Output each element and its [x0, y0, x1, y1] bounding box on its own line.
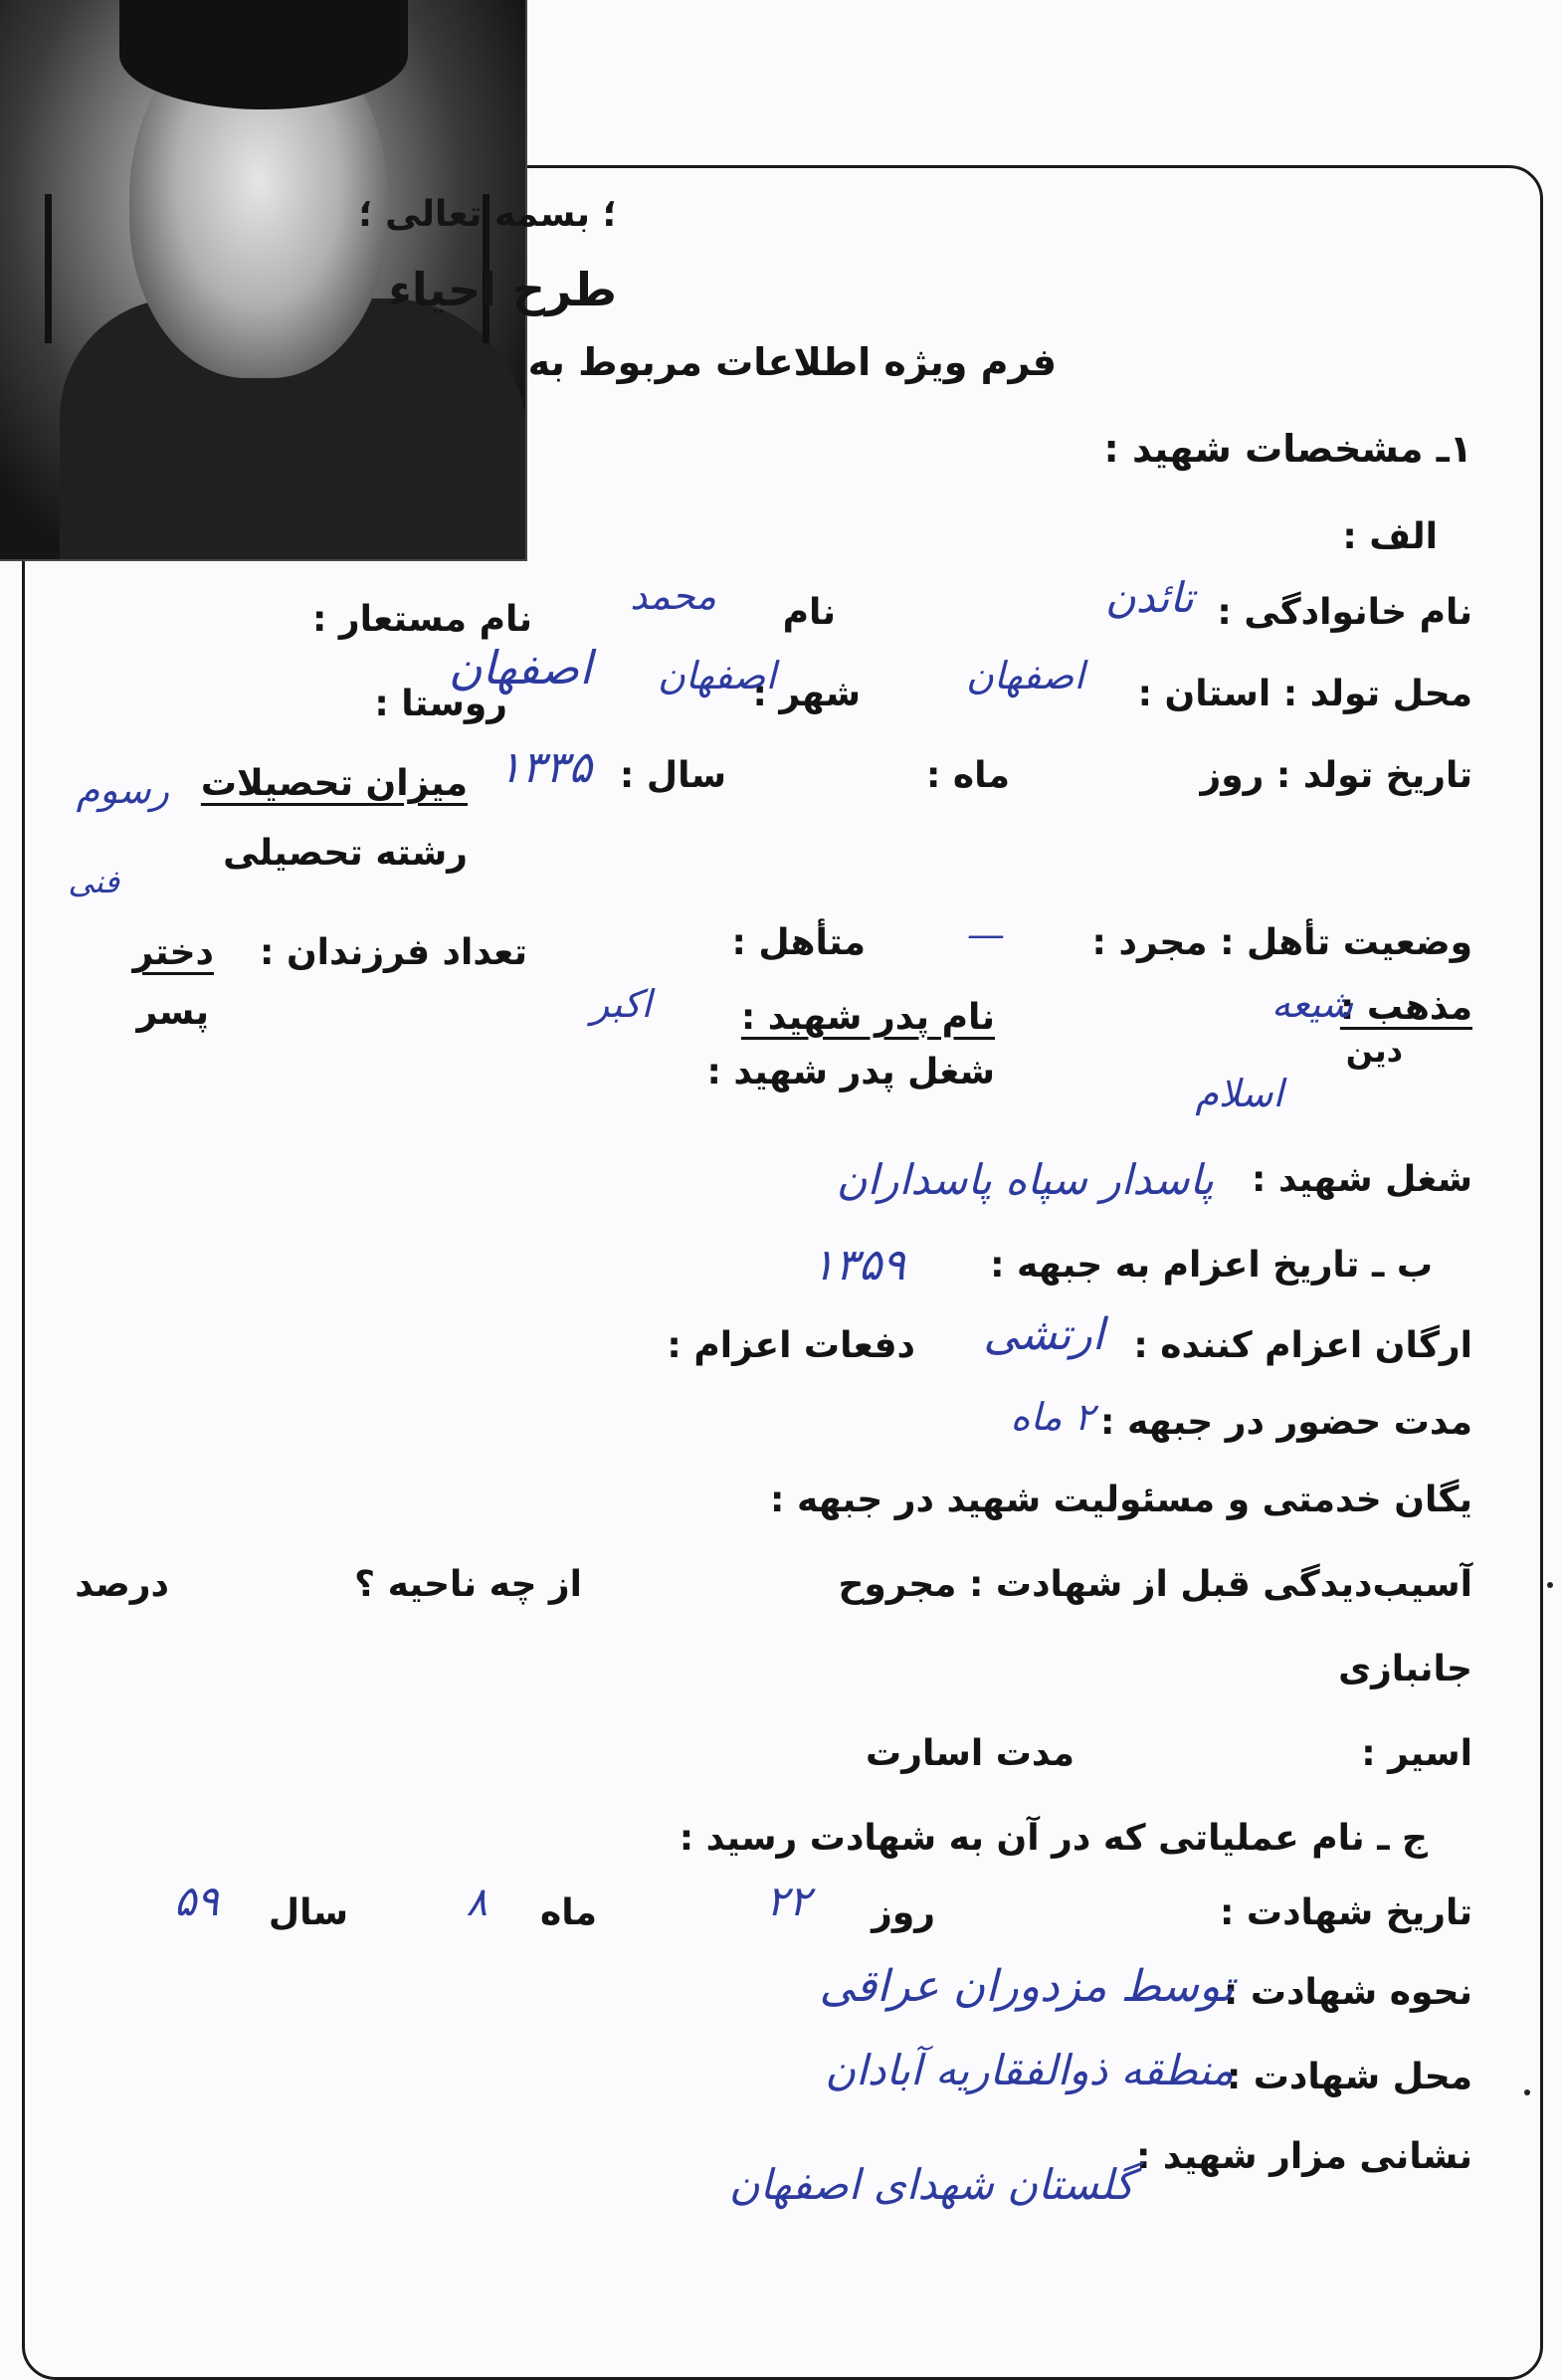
daughter-label: دختر	[132, 932, 214, 973]
martyrdom-year-value: ۵۹	[173, 1877, 219, 1925]
sect-value: شیعه	[1270, 982, 1353, 1026]
alias-label: نام مستعار :	[311, 599, 532, 640]
father-job-label: شغل پدر شهید :	[706, 1052, 995, 1092]
front-duration-label: مدت حضور در جبهه :	[1100, 1402, 1472, 1443]
scan-dot	[1547, 1582, 1553, 1588]
martyrdom-month-value: ۸	[466, 1880, 488, 1925]
grave-value: گلستان شهدای اصفهان	[728, 2160, 1134, 2209]
martyrdom-place-value: منطقه ذوالفقاریه آبادان	[825, 2046, 1234, 2094]
project-title: طرح احیاء	[388, 263, 617, 316]
birth-month-label: ماه :	[926, 755, 1010, 796]
martyrdom-manner-value: توسط مزدوران عراقی	[819, 1961, 1234, 2012]
village-label: روستا :	[374, 684, 507, 724]
section1-title: ۱ـ مشخصات شهید :	[1103, 427, 1472, 471]
unit-label: یگان خدمتی و مسئولیت شهید در جبهه :	[770, 1480, 1472, 1520]
dispatch-org-label: ارگان اعزام کننده :	[1133, 1325, 1472, 1366]
birthplace-label: محل تولد : استان :	[1137, 674, 1472, 714]
name-value: محمد	[630, 574, 716, 618]
martyrdom-day-value: ۲۲	[765, 1877, 811, 1925]
field-label: رشته تحصیلی	[223, 833, 468, 874]
part-alef-label: الف :	[1342, 516, 1438, 557]
dispatch-times-label: دفعات اعزام :	[667, 1325, 915, 1366]
married-label: متأهل :	[731, 922, 866, 963]
pow-label: اسیر :	[1361, 1733, 1472, 1774]
grave-label: نشانی مزار شهید :	[1135, 2136, 1472, 2177]
sect-label: مذهب :	[1339, 987, 1472, 1028]
pow-duration-label: مدت اسارت	[866, 1733, 1074, 1774]
martyrdom-manner-label: نحوه شهادت :	[1223, 1972, 1472, 2013]
province-value: اصفهان	[965, 654, 1084, 697]
field-value: فنی	[68, 863, 119, 900]
education-label: میزان تحصیلات	[200, 763, 468, 804]
martyrdom-year-label: سال	[268, 1892, 348, 1933]
martyrdom-month-label: ماه	[539, 1892, 597, 1933]
city-value: اصفهان	[657, 654, 776, 697]
martyr-job-value: پاسدار سپاه پاسداران	[836, 1155, 1214, 1204]
martyrdom-day-label: روز	[872, 1892, 935, 1933]
city-label: شهر :	[752, 674, 861, 714]
injury-percent-label: درصد	[75, 1564, 169, 1605]
veteran-label: جانبازی	[1338, 1649, 1472, 1689]
son-label: پسر	[136, 992, 209, 1033]
name-label: نام	[782, 592, 836, 633]
single-value: —	[967, 912, 1005, 956]
photo-hair-shape	[119, 0, 408, 109]
birth-year-value: ۱۳۳۵	[497, 742, 592, 793]
operation-label: ج ـ نام عملیاتی که در آن به شهادت رسید :	[679, 1818, 1428, 1859]
martyrdom-place-label: محل شهادت :	[1226, 2057, 1472, 2097]
photo-mark-left	[45, 194, 52, 343]
bismillah: ؛ بسمه تعالی ؛	[358, 194, 617, 235]
form-title: فرم ویژه اطلاعات مربوط به	[527, 340, 1057, 384]
dispatch-date-label: ب ـ تاریخ اعزام به جبهه :	[990, 1245, 1433, 1286]
city-value-2: اصفهان	[448, 641, 592, 694]
scan-dot	[1524, 2089, 1530, 2095]
dispatch-org-value: ارتشی	[983, 1309, 1104, 1360]
dispatch-date-value: ۱۳۵۹	[811, 1240, 905, 1290]
martyrdom-date-label: تاریخ شهادت :	[1219, 1892, 1472, 1933]
father-name-label: نام پدر شهید :	[740, 997, 995, 1038]
family-value: تائدن	[1104, 573, 1194, 622]
injury-label: آسیب‌دیدگی قبل از شهادت : مجروح	[838, 1564, 1472, 1605]
education-value: رسوم	[76, 768, 169, 812]
children-label: تعداد فرزندان :	[260, 932, 527, 973]
injury-area-label: از چه ناحیه ؟	[354, 1564, 582, 1605]
father-name-value: اکبر	[590, 982, 652, 1026]
birth-year-label: سال :	[619, 755, 726, 796]
front-duration-value: ۲ ماه	[1010, 1395, 1094, 1439]
religion-value: اسلام	[1195, 1072, 1283, 1115]
martyr-job-label: شغل شهید :	[1252, 1159, 1472, 1200]
family-label: نام خانوادگی :	[1217, 592, 1472, 633]
birthdate-label: تاریخ تولد : روز	[1200, 755, 1472, 796]
religion-label: دین	[1345, 1032, 1403, 1070]
marital-label: وضعیت تأهل : مجرد :	[1091, 922, 1472, 963]
